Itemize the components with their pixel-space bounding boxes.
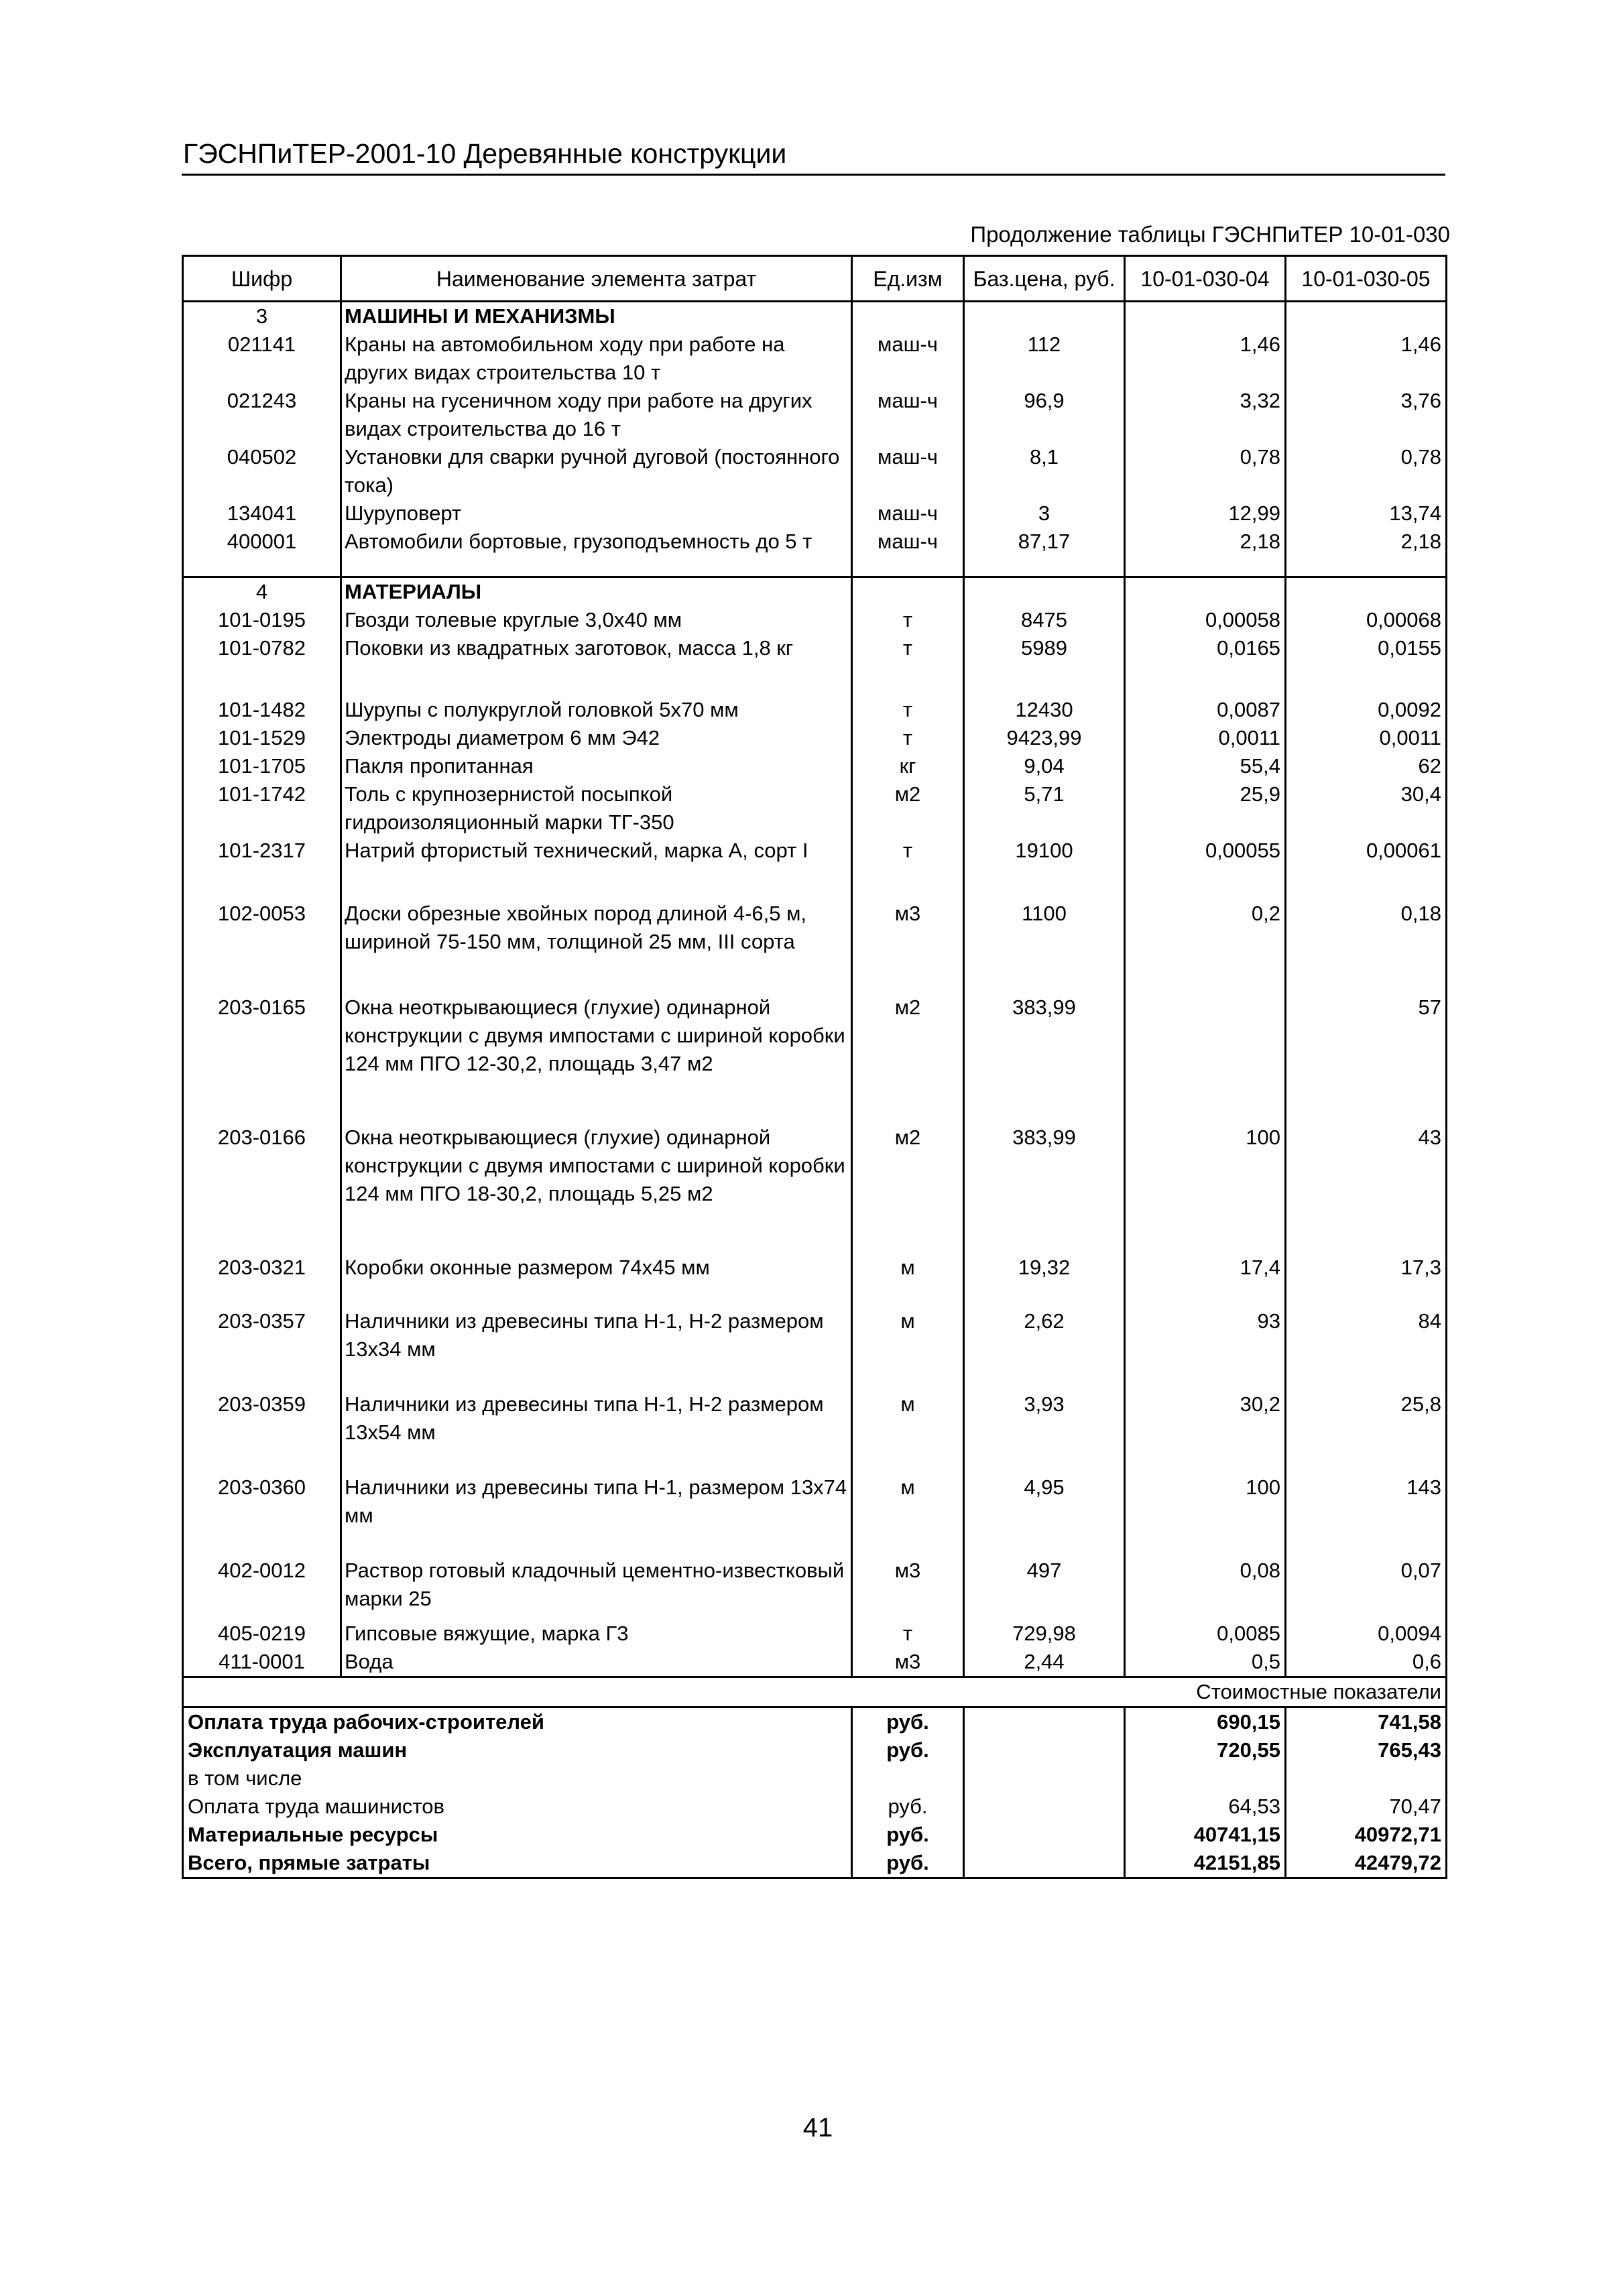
cell-code: 203-0165 [183,993,341,1078]
totals-value-05: 40972,71 [1286,1821,1447,1849]
cell-base-price: 383,99 [964,1124,1125,1208]
cell-name: Окна неоткрывающиеся (глухие) одинарной конструкции с двумя импостами с шириной коробки 124 мм ПГО 12-30,2, площадь 3,47 м2 [341,993,852,1078]
cell-value-04: 25,9 [1125,780,1286,837]
cell-value-05: 13,74 [1286,499,1447,528]
table-row [183,1473,1447,1530]
cell-value-05: 143 [1286,1473,1447,1530]
cell-value-05: 0,6 [1286,1648,1447,1677]
cell-value-05: 0,78 [1286,443,1447,499]
totals-label: в том числе [183,1764,852,1793]
cell-value-04 [1125,993,1286,1078]
cell-value-04: 0,5 [1125,1648,1286,1677]
cell-unit: т [852,696,964,724]
cell-value-04: 0,0165 [1125,634,1286,662]
cell-name: Поковки из квадратных заготовок, масса 1,8 кг [341,634,852,662]
empty-cell [183,1078,341,1124]
cell-base-price: 2,62 [964,1307,1125,1364]
cell-unit: маш-ч [852,443,964,499]
cell-name: Шурупы с полукруглой головкой 5х70 мм [341,696,852,724]
empty-cell [852,1613,964,1620]
totals-label: Материальные ресурсы [183,1821,852,1849]
empty-cell [1125,1364,1286,1390]
cell-unit: т [852,724,964,752]
totals-unit: руб. [852,1793,964,1821]
totals-label: Эксплуатация машин [183,1736,852,1764]
table-row [183,752,1447,780]
cell-unit: м [852,1390,964,1447]
cell-value-04: 17,4 [1125,1254,1286,1282]
empty-cell [341,1078,852,1124]
empty-cell [341,1364,852,1390]
empty-cell [852,1208,964,1254]
table-row [183,1648,1447,1677]
empty-cell [341,1208,852,1254]
totals-label: Оплата труда машинистов [183,1793,852,1821]
cell-unit: м2 [852,780,964,837]
cell-code: 101-2317 [183,837,341,865]
spacer-row [183,662,1447,696]
cell-code: 101-1529 [183,724,341,752]
empty-cell [852,865,964,900]
cell-value-05: 0,0155 [1286,634,1447,662]
cell-unit: маш-ч [852,528,964,556]
section-title: МАТЕРИАЛЫ [341,577,852,607]
empty-cell [1125,556,1286,577]
cell-value-05: 0,18 [1286,900,1447,956]
totals-value-04: 40741,15 [1125,1821,1286,1849]
cell-unit: маш-ч [852,330,964,387]
cell-value-04: 100 [1125,1124,1286,1208]
empty-cell [341,956,852,993]
cell-code: 203-0321 [183,1254,341,1282]
empty-cell [183,956,341,993]
totals-value-04: 690,15 [1125,1707,1286,1737]
cell-name: Электроды диаметром 6 мм Э42 [341,724,852,752]
empty-cell [341,865,852,900]
cell-base-price: 112 [964,330,1125,387]
cell-code: 040502 [183,443,341,499]
cell-name: Краны на гусеничном ходу при работе на других видах строительства до 16 т [341,387,852,443]
page-header [182,136,1445,176]
totals-value-04: 64,53 [1125,1793,1286,1821]
cell-unit: м3 [852,900,964,956]
cell-code: 203-0166 [183,1124,341,1208]
table-row [183,1557,1447,1613]
empty-cell [341,1530,852,1557]
cell-code: 203-0360 [183,1473,341,1530]
section-code: 3 [183,302,341,331]
table-row [183,1307,1447,1364]
empty-cell [852,1078,964,1124]
table-row [183,837,1447,865]
totals-row [183,1764,1447,1793]
cell-unit: м [852,1473,964,1530]
table-continuation-note: Продолжение таблицы ГЭСНПиТЕР 10-01-030 [970,222,1450,247]
table-row [183,780,1447,837]
section-title: МАШИНЫ И МЕХАНИЗМЫ [341,302,852,331]
totals-value-05: 741,58 [1286,1707,1447,1737]
empty-cell [964,1364,1125,1390]
totals-row [183,1821,1447,1849]
cell-code: 021141 [183,330,341,387]
cell-value-04: 93 [1125,1307,1286,1364]
empty-cell [183,1208,341,1254]
cell-base-price: 12430 [964,696,1125,724]
empty-cell [341,662,852,696]
cell-value-04: 0,78 [1125,443,1286,499]
cell-name: Доски обрезные хвойных пород длиной 4-6,5 м, шириной 75-150 мм, толщиной 25 мм, III сорта [341,900,852,956]
cell-base-price: 3 [964,499,1125,528]
table-row [183,900,1447,956]
cell-unit: м3 [852,1557,964,1613]
empty-cell [183,865,341,900]
empty-cell [183,556,341,577]
document-title: ГЭСНПиТЕР-2001-10 Деревянные конструкции [183,138,787,169]
cell-name: Установки для сварки ручной дуговой (постоянного тока) [341,443,852,499]
empty-cell [1286,1530,1447,1557]
empty-cell [1286,1078,1447,1124]
table-row [183,443,1447,499]
empty-cell [964,1447,1125,1473]
empty-cell [852,662,964,696]
empty-cell [852,956,964,993]
cell-unit: маш-ч [852,499,964,528]
table-row [183,993,1447,1078]
totals-row [183,1793,1447,1821]
totals-value-05 [1286,1764,1447,1793]
cell-unit: маш-ч [852,387,964,443]
empty-cell [964,577,1125,607]
empty-cell [341,556,852,577]
empty-cell [341,1613,852,1620]
cell-value-04: 55,4 [1125,752,1286,780]
spacer-row [183,1364,1447,1390]
empty-cell [1125,1530,1286,1557]
cell-name: Пакля пропитанная [341,752,852,780]
empty-cell [1125,1447,1286,1473]
cell-base-price: 9423,99 [964,724,1125,752]
footer-heading-row [183,1677,1447,1707]
empty-cell [964,1736,1125,1764]
totals-value-04: 720,55 [1125,1736,1286,1764]
cell-value-04: 0,2 [1125,900,1286,956]
cell-value-05: 0,07 [1286,1557,1447,1613]
cell-value-05: 0,0092 [1286,696,1447,724]
empty-cell [964,556,1125,577]
cell-value-05: 1,46 [1286,330,1447,387]
cell-value-05: 62 [1286,752,1447,780]
table-row [183,606,1447,634]
cell-unit: т [852,1620,964,1648]
cell-value-05: 0,0094 [1286,1620,1447,1648]
empty-cell [1125,865,1286,900]
spacer-row [183,1447,1447,1473]
cell-base-price: 9,04 [964,752,1125,780]
cell-name: Коробки оконные размером 74х45 мм [341,1254,852,1282]
spacer-row [183,556,1447,577]
empty-cell [964,956,1125,993]
cell-name: Толь с крупнозернистой посыпкой гидроизоляционный марки ТГ-350 [341,780,852,837]
cell-code: 134041 [183,499,341,528]
empty-cell [1286,865,1447,900]
table-row [183,1254,1447,1282]
cell-code: 203-0359 [183,1390,341,1447]
totals-unit: руб. [852,1821,964,1849]
empty-cell [964,1707,1125,1737]
cell-name: Гвозди толевые круглые 3,0х40 мм [341,606,852,634]
header-name: Наименование элемента затрат [341,256,852,302]
table-row [183,696,1447,724]
cell-name: Наличники из древесины типа Н-1, размером 13х74 мм [341,1473,852,1530]
spacer-row [183,1613,1447,1620]
table-body [183,302,1447,1878]
empty-cell [183,1282,341,1307]
cell-name: Гипсовые вяжущие, марка Г3 [341,1620,852,1648]
section-row [183,577,1447,607]
empty-cell [1125,577,1286,607]
empty-cell [964,1208,1125,1254]
cell-base-price: 729,98 [964,1620,1125,1648]
totals-label: Всего, прямые затраты [183,1849,852,1878]
cell-value-04: 12,99 [1125,499,1286,528]
cell-name: Наличники из древесины типа Н-1, Н-2 размером 13х54 мм [341,1390,852,1447]
cell-unit: м [852,1254,964,1282]
totals-value-05: 42479,72 [1286,1849,1447,1878]
cell-name: Натрий фтористый технический, марка А, сорт I [341,837,852,865]
cell-code: 101-1705 [183,752,341,780]
cell-code: 101-1482 [183,696,341,724]
empty-cell [964,1530,1125,1557]
empty-cell [183,1530,341,1557]
cell-value-05: 3,76 [1286,387,1447,443]
empty-cell [964,1821,1125,1849]
cell-base-price: 383,99 [964,993,1125,1078]
cell-unit: т [852,634,964,662]
totals-row [183,1707,1447,1737]
cell-code: 101-1742 [183,780,341,837]
table-row [183,724,1447,752]
empty-cell [1286,1364,1447,1390]
totals-unit [852,1764,964,1793]
totals-row [183,1736,1447,1764]
cell-base-price: 497 [964,1557,1125,1613]
cell-value-05: 57 [1286,993,1447,1078]
empty-cell [183,662,341,696]
empty-cell [1125,662,1286,696]
spacer-row [183,956,1447,993]
cell-base-price: 8475 [964,606,1125,634]
totals-row [183,1849,1447,1878]
cell-name: Вода [341,1648,852,1677]
cell-unit: м [852,1307,964,1364]
table-header-row [183,256,1447,302]
cell-code: 101-0782 [183,634,341,662]
empty-cell [852,1447,964,1473]
empty-cell [1286,1282,1447,1307]
empty-cell [964,1764,1125,1793]
cell-value-05: 30,4 [1286,780,1447,837]
empty-cell [1286,956,1447,993]
empty-cell [1125,302,1286,331]
empty-cell [183,1613,341,1620]
empty-cell [852,1282,964,1307]
cell-name: Наличники из древесины типа Н-1, Н-2 размером 13х34 мм [341,1307,852,1364]
cell-value-04: 0,00058 [1125,606,1286,634]
cell-base-price: 5989 [964,634,1125,662]
cell-value-05: 2,18 [1286,528,1447,556]
cell-value-04: 2,18 [1125,528,1286,556]
totals-value-04 [1125,1764,1286,1793]
empty-cell [183,1447,341,1473]
empty-cell [964,1849,1125,1878]
cell-value-04: 1,46 [1125,330,1286,387]
empty-cell [1286,1208,1447,1254]
cell-unit: м2 [852,1124,964,1208]
totals-value-04: 42151,85 [1125,1849,1286,1878]
table-row [183,387,1447,443]
cell-base-price: 1100 [964,900,1125,956]
cell-value-04: 0,0011 [1125,724,1286,752]
cell-value-04: 3,32 [1125,387,1286,443]
cell-code: 102-0053 [183,900,341,956]
cell-base-price: 2,44 [964,1648,1125,1677]
cell-value-04: 100 [1125,1473,1286,1530]
empty-cell [1286,556,1447,577]
table-row [183,634,1447,662]
cell-name: Шуруповерт [341,499,852,528]
empty-cell [852,1364,964,1390]
section-code: 4 [183,577,341,607]
header-base-price: Баз.цена, руб. [964,256,1125,302]
cell-base-price: 4,95 [964,1473,1125,1530]
header-code: Шифр [183,256,341,302]
cell-code: 402-0012 [183,1557,341,1613]
empty-cell [341,1282,852,1307]
spacer-row [183,865,1447,900]
section-row [183,302,1447,331]
empty-cell [1125,956,1286,993]
totals-label: Оплата труда рабочих-строителей [183,1707,852,1737]
totals-unit: руб. [852,1736,964,1764]
empty-cell [1286,1613,1447,1620]
cell-base-price: 19,32 [964,1254,1125,1282]
cell-value-04: 0,0087 [1125,696,1286,724]
table-row [183,1390,1447,1447]
empty-cell [964,1282,1125,1307]
cell-value-04: 0,0085 [1125,1620,1286,1648]
table-row [183,499,1447,528]
cell-unit: т [852,837,964,865]
cell-code: 400001 [183,528,341,556]
empty-cell [1286,577,1447,607]
cell-value-05: 0,0011 [1286,724,1447,752]
spacer-row [183,1530,1447,1557]
cell-unit: м2 [852,993,964,1078]
table-row [183,1124,1447,1208]
totals-value-05: 70,47 [1286,1793,1447,1821]
empty-cell [964,865,1125,900]
cell-unit: т [852,606,964,634]
footer-heading: Стоимостные показатели [183,1677,1447,1707]
spacer-row [183,1208,1447,1254]
cell-unit: кг [852,752,964,780]
cell-name: Окна неоткрывающиеся (глухие) одинарной конструкции с двумя импостами с шириной коробки 124 мм ПГО 18-30,2, площадь 5,25 м2 [341,1124,852,1208]
cell-value-04: 0,00055 [1125,837,1286,865]
spacer-row [183,1282,1447,1307]
empty-cell [1125,1208,1286,1254]
cell-value-05: 43 [1286,1124,1447,1208]
totals-unit: руб. [852,1849,964,1878]
cell-value-05: 0,00061 [1286,837,1447,865]
empty-cell [964,662,1125,696]
cell-value-05: 0,00068 [1286,606,1447,634]
empty-cell [1286,302,1447,331]
cell-unit: м3 [852,1648,964,1677]
cell-name: Автомобили бортовые, грузоподъемность до 5 т [341,528,852,556]
empty-cell [1125,1282,1286,1307]
empty-cell [852,302,964,331]
empty-cell [964,1078,1125,1124]
cell-value-05: 25,8 [1286,1390,1447,1447]
cost-table [182,255,1447,1879]
cell-name: Раствор готовый кладочный цементно-известковый марки 25 [341,1557,852,1613]
totals-unit: руб. [852,1707,964,1737]
cell-base-price: 87,17 [964,528,1125,556]
cell-code: 405-0219 [183,1620,341,1648]
empty-cell [852,577,964,607]
cell-value-04: 30,2 [1125,1390,1286,1447]
cell-code: 203-0357 [183,1307,341,1364]
cell-value-04: 0,08 [1125,1557,1286,1613]
cell-base-price: 8,1 [964,443,1125,499]
cell-code: 101-0195 [183,606,341,634]
empty-cell [1286,1447,1447,1473]
header-col-05: 10-01-030-05 [1286,256,1447,302]
empty-cell [852,1530,964,1557]
cell-base-price: 5,71 [964,780,1125,837]
cell-value-05: 17,3 [1286,1254,1447,1282]
empty-cell [183,1364,341,1390]
empty-cell [1125,1613,1286,1620]
cell-name: Краны на автомобильном ходу при работе на других видах строительства 10 т [341,330,852,387]
page-number: 41 [802,2113,833,2142]
empty-cell [964,1613,1125,1620]
table-row [183,330,1447,387]
cell-base-price: 3,93 [964,1390,1125,1447]
spacer-row [183,1078,1447,1124]
cell-value-05: 84 [1286,1307,1447,1364]
cell-base-price: 96,9 [964,387,1125,443]
totals-value-05: 765,43 [1286,1736,1447,1764]
empty-cell [852,556,964,577]
cell-base-price: 19100 [964,837,1125,865]
header-col-04: 10-01-030-04 [1125,256,1286,302]
table-row [183,528,1447,556]
header-unit: Ед.изм [852,256,964,302]
empty-cell [341,1447,852,1473]
table-row [183,1620,1447,1648]
cell-code: 021243 [183,387,341,443]
empty-cell [964,1793,1125,1821]
empty-cell [1286,662,1447,696]
empty-cell [964,302,1125,331]
empty-cell [1125,1078,1286,1124]
cell-code: 411-0001 [183,1648,341,1677]
